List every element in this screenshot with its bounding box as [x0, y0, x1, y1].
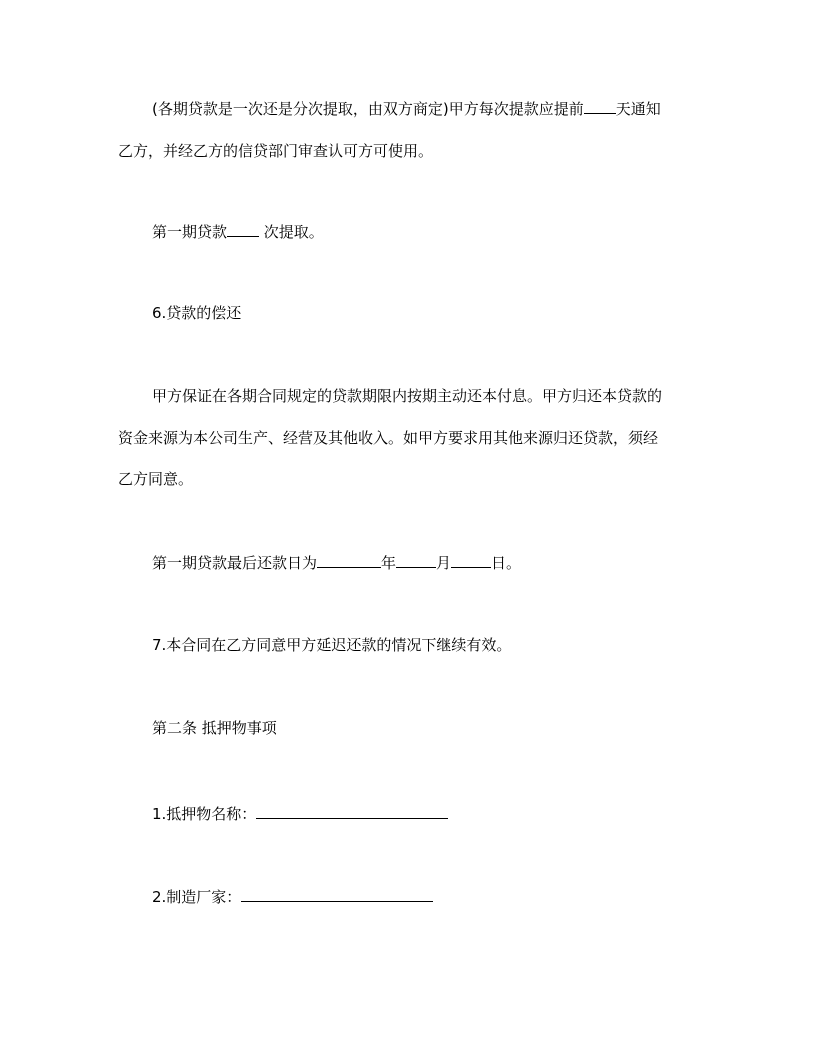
section-heading-repayment: 6.贷款的偿还 [152, 304, 242, 322]
last-repayment-label: 第一期贷款最后还款日为 [152, 554, 318, 572]
collateral-name-label: 1.抵押物名称： [152, 805, 257, 823]
year-label: 年 [381, 554, 397, 572]
notice-days-blank[interactable] [584, 98, 616, 114]
paragraph-repayment-line3: 乙方同意。 [118, 470, 194, 488]
paragraph-draw-notice-line2: 乙方，并经乙方的信贷部门审查认可方可使用。 [118, 142, 434, 160]
day-label: 日。 [491, 554, 522, 572]
first-draw-after: 次提取。 [259, 223, 324, 241]
paragraph-last-repayment-date [152, 552, 521, 573]
collateral-name-blank[interactable] [256, 803, 448, 819]
collateral-name-row [152, 803, 448, 824]
draw-notice-tail: 天通知 [615, 100, 661, 118]
month-label: 月 [436, 554, 452, 572]
paragraph-repayment-line2: 资金来源为本公司生产、经营及其他收入。如甲方要求用其他来源归还贷款，须经 [118, 429, 659, 447]
month-blank[interactable] [396, 552, 436, 568]
paragraph-draw-notice-line1 [152, 98, 661, 119]
paragraph-first-draw [152, 221, 324, 242]
day-blank[interactable] [451, 552, 491, 568]
article-heading-collateral: 第二条 抵押物事项 [152, 719, 277, 737]
manufacturer-row [152, 886, 433, 907]
first-draw-before: 第一期贷款 [152, 223, 228, 241]
year-blank[interactable] [317, 552, 381, 568]
paragraph-repayment-line1: 甲方保证在各期合同规定的贷款期限内按期主动还本付息。甲方归还本贷款的 [152, 387, 663, 405]
manufacturer-blank[interactable] [241, 886, 433, 902]
draw-notice-text: (各期贷款是一次还是分次提取，由双方商定)甲方每次提款应提前 [152, 100, 584, 118]
manufacturer-label: 2.制造厂家： [152, 888, 242, 906]
section-heading-validity: 7.本合同在乙方同意甲方延迟还款的情况下继续有效。 [152, 636, 512, 654]
first-draw-count-blank[interactable] [227, 221, 259, 237]
